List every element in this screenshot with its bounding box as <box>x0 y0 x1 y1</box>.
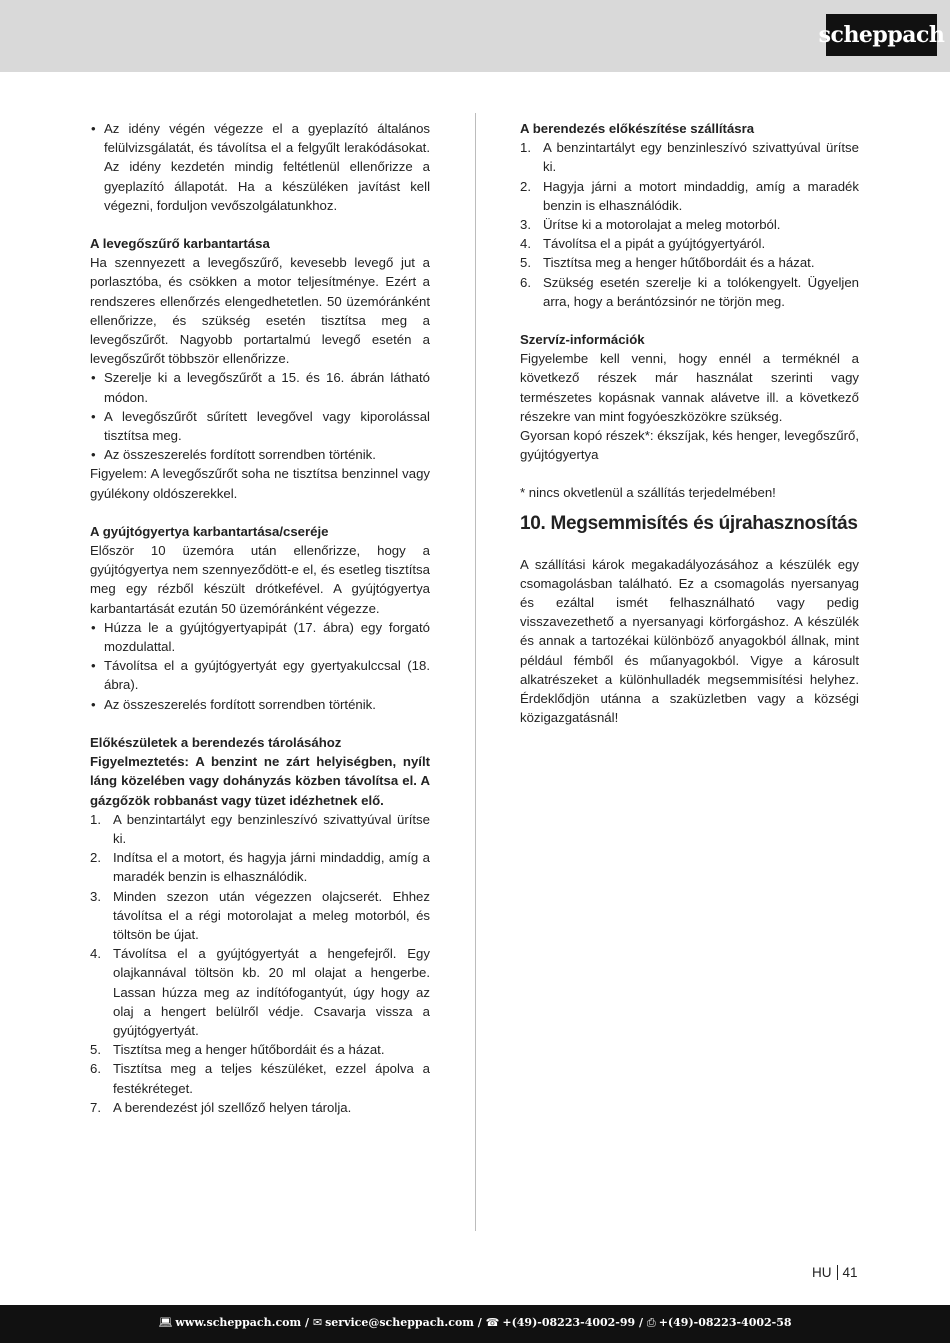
list-item <box>520 253 859 272</box>
step-number: 5. <box>90 1042 101 1058</box>
disposal-text: A szállítási károk megakadályozásához a készülék egy csomagolásban található. Ez a csomagolás nyersanyag és ezáltal ismét felhasználható vagy pedig visszavezethető a nyersanyagi körforgáshoz. A készülék és annak a tartozékai különböző anyagokból állnak, mint például fémből és műanyagokból. Vigye a károsult alkatrészeket a különhulladék megsemmisítési helyhez. Érdeklődjön utánna a szaküzletben vagy a községi közigazgatásnál! <box>520 556 859 726</box>
list-item <box>90 1040 430 1059</box>
phone-icon: ☎ <box>485 1316 500 1329</box>
step-text: Minden szezon után végezzen olajcserét. Ehhez távolítsa el a régi motorolajat a meleg motorból, és töltsön be újat. <box>113 888 430 942</box>
separator: / <box>304 1316 310 1329</box>
list-item: • A levegőszűrőt sűrített levegővel vagy kiporolással tisztítsa meg. <box>90 407 430 445</box>
air-filter-list <box>90 368 430 464</box>
page-number <box>812 1265 858 1280</box>
service-heading: Szervíz-információk <box>520 332 645 348</box>
list-item <box>520 215 859 234</box>
phone-number: +(49)-08223-4002-99 <box>502 1316 636 1329</box>
list-item <box>90 810 430 848</box>
brand-logo: scheppach <box>826 14 937 56</box>
step-text: Tisztítsa meg a teljes készüléket, ezzel ápolva a festékréteget. <box>113 1061 430 1096</box>
storage-heading: Előkészületek a berendezés tárolásához <box>90 734 342 750</box>
step-text: Szükség esetén szerelje ki a tolókengyelt. Ügyeljen arra, hogy a berántózsinór ne törjön meg. <box>543 274 859 309</box>
list-item <box>90 1059 430 1097</box>
step-number: 1. <box>520 140 531 156</box>
list-item <box>520 273 859 311</box>
step-number: 3. <box>90 888 101 904</box>
separator: / <box>639 1316 644 1329</box>
left-column <box>90 119 430 1117</box>
list-item <box>520 234 859 253</box>
step-number: 7. <box>90 1099 101 1115</box>
list-item <box>520 138 859 176</box>
step-number: 2. <box>520 178 531 194</box>
list-item <box>520 177 859 215</box>
list-item: • Az idény végén végezze el a gyeplazító általános felülvizsgálatát, és távolítsa el a felgyűlt lerakódásokat. Az idény kezdetén mindig feltétlenül ellenőrizze a gyeplazító állapotát. Ha a készüléken javítást kell végezni, forduljon vevőszolgálatunkhoz. <box>90 119 430 215</box>
website-link[interactable]: www.scheppach.com <box>175 1316 302 1329</box>
email-link[interactable]: service@scheppach.com <box>325 1316 474 1329</box>
step-text: Távolítsa el a pipát a gyújtógyertyáról. <box>543 236 766 252</box>
step-number: 2. <box>90 850 101 866</box>
fax-number: +(49)-08223-4002-58 <box>658 1316 792 1329</box>
page-number-value: 41 <box>842 1265 858 1280</box>
spark-plug-text: Először 10 üzemóra után ellenőrizze, hogy a gyújtógyertya nem szennyeződött-e el, és esetleg tisztítsa meg egy rézből készült drótkefével. A gyújtógyertya karbantartását ezután 50 üzemóránként végezze. <box>90 543 430 616</box>
list-item: • Az összeszerelés fordított sorrendben történik. <box>90 445 430 464</box>
contact-line <box>0 1316 950 1330</box>
list-item <box>90 944 430 1040</box>
step-text: Távolítsa el a gyújtógyertyát a hengefejről. Egy olajkannával töltsön kb. 20 ml olajat a hengerbe. Lassan húzza meg az indítófogantyút, úgy hogy az olaj a hengert belülről védje. Csavarja vissza a gyújtógyertyát. <box>113 946 430 1038</box>
spark-plug-list <box>90 618 430 714</box>
step-text: Ürítse ki a motorolajat a meleg motorból. <box>543 217 781 233</box>
step-number: 5. <box>520 255 531 271</box>
step-text: A benzintartályt egy benzinleszívó szivattyúval ürítse ki. <box>543 140 859 175</box>
step-text: A berendezést jól szellőző helyen tárolja. <box>113 1099 352 1115</box>
list-item: • Távolítsa el a gyújtógyertyát egy gyertyakulccsal (18. ábra). <box>90 656 430 694</box>
footer-bar <box>0 1305 950 1343</box>
list-item: • Szerelje ki a levegőszűrőt a 15. és 16. ábrán látható módon. <box>90 368 430 406</box>
step-number: 1. <box>90 811 101 827</box>
step-number: 3. <box>520 217 531 233</box>
spark-plug-heading: A gyújtógyertya karbantartása/cseréje <box>90 523 329 539</box>
transport-steps <box>520 138 859 311</box>
list-item <box>90 848 430 886</box>
disposal-heading: 10. Megsemmisítés és újrahasznosítás <box>520 512 858 534</box>
fax-icon: ⎙ <box>646 1316 656 1329</box>
step-text: Hagyja járni a motort mindaddig, amíg a maradék benzin is elhasználódik. <box>543 178 859 213</box>
list-item: • Húzza le a gyújtógyertyapipát (17. ábra) egy forgató mozdulattal. <box>90 618 430 656</box>
laptop-icon: 💻︎ <box>158 1316 173 1329</box>
step-text: Tisztítsa meg a henger hűtőbordáit és a házat. <box>113 1042 385 1058</box>
transport-heading: A berendezés előkészítése szállításra <box>520 121 755 136</box>
service-text: Figyelembe kell venni, hogy ennél a terméknél a következő részek már használat szerinti vagy természetes kopásnak vannak alávetve ill. a következő részekre van mint fogyóeszközökre szükség. <box>520 351 859 424</box>
header-band <box>0 0 950 72</box>
list-item: • Az összeszerelés fordított sorrendben történik. <box>90 695 430 714</box>
intro-list <box>90 119 430 215</box>
step-text: A benzintartályt egy benzinleszívó szivattyúval ürítse ki. <box>113 811 430 846</box>
mail-icon: ✉ <box>312 1316 323 1329</box>
storage-steps <box>90 810 430 1117</box>
step-number: 6. <box>520 274 531 290</box>
list-item <box>90 887 430 945</box>
storage-warning: Figyelmeztetés: A benzint ne zárt helyiségben, nyílt láng közelében vagy dohányzás közben távolítsa el. A gázgőzök robbanást vagy tüzet idézhetnek elő. <box>90 754 430 808</box>
page-number-separator <box>837 1265 838 1280</box>
separator: / <box>477 1316 482 1329</box>
step-text: Tisztítsa meg a henger hűtőbordáit és a házat. <box>543 255 815 271</box>
step-number: 4. <box>520 236 531 252</box>
step-number: 4. <box>90 946 101 962</box>
step-text: Indítsa el a motort, és hagyja járni mindaddig, amíg a maradék benzin is elhasználódik. <box>113 850 430 885</box>
air-filter-heading: A levegőszűrő karbantartása <box>90 236 270 252</box>
step-number: 6. <box>90 1061 101 1077</box>
air-filter-text: Ha szennyezett a levegőszűrő, kevesebb levegő jut a porlasztóba, és csökken a motor teljesítménye. Ezért a rendszeres ellenőrzés elengedhetetlen. 50 üzemóránként ellenőrizze, és szükség esetén tisztítsa meg a levegőszűrőt. Nagyobb portartalmú levegő esetén a levegőszűrőt többször ellenőrizze. <box>90 255 430 367</box>
footnote: * nincs okvetlenül a szállítás terjedelmében! <box>520 485 776 501</box>
column-divider <box>475 113 476 1231</box>
language-code: HU <box>812 1265 832 1280</box>
list-item <box>90 1098 430 1117</box>
right-column <box>520 119 859 727</box>
wear-parts-text: Gyorsan kopó részek*: ékszíjak, kés henger, levegőszűrő, gyújtógyertya <box>520 428 859 463</box>
air-filter-note: Figyelem: A levegőszűrőt soha ne tisztítsa benzinnel vagy gyúlékony oldószerekkel. <box>90 466 430 501</box>
